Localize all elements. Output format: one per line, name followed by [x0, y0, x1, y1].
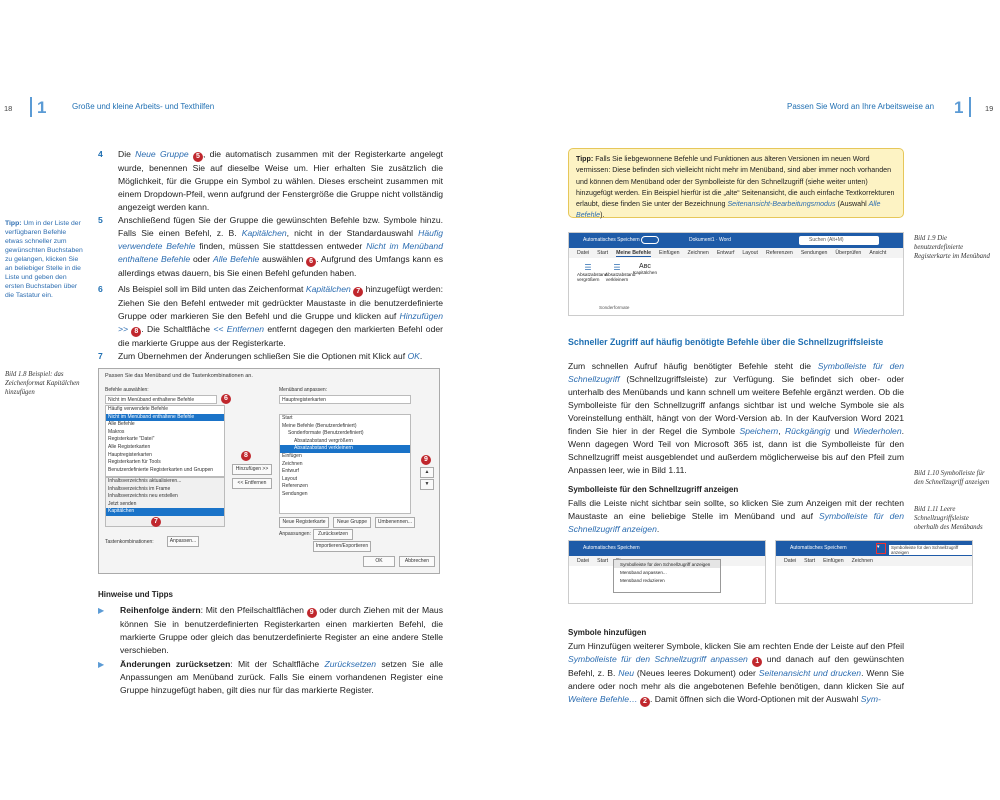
step-badge: 5 — [193, 152, 203, 162]
ribbon-tab[interactable]: Sendungen — [800, 250, 828, 256]
step-item — [98, 148, 443, 214]
text-run: , — [778, 426, 785, 436]
page-number: 18 — [4, 104, 13, 113]
text-run: oder — [190, 254, 213, 264]
spacing-increase-button[interactable]: ☰ Absatzabstand vergrößern — [577, 263, 608, 282]
customize-label: Menüband anpassen: — [279, 387, 328, 393]
triangle-icon: ▶ — [98, 606, 105, 615]
paragraph-quick-access — [568, 360, 904, 477]
dropdown-option[interactable]: Hauptregisterkarten — [108, 451, 152, 458]
cancel-button[interactable]: Abbrechen — [399, 556, 435, 567]
import-export-button[interactable]: Importieren/Exportieren — [313, 541, 371, 552]
ribbon-tree-item[interactable]: Entwurf — [282, 468, 299, 475]
customize-arrow-icon[interactable]: ▾ — [876, 543, 886, 554]
word-window-empty-toolbar: Automatisches Speichern ▾ Symbolleiste für den Schnellzugriff anzeigen Datei Start Einfügen Zeichnen — [775, 540, 973, 604]
shortcuts-button[interactable]: Anpassen... — [167, 536, 199, 547]
command-item[interactable]: Jetzt senden — [108, 500, 137, 507]
figure-caption-1-9: Bild 1.9 Die benutzerdefinierte Registerkarte im Menüband — [914, 235, 990, 260]
ribbon-tree-item[interactable]: Sendungen — [282, 490, 308, 497]
ribbon-tab[interactable]: Zeichnen — [687, 250, 709, 256]
tooltip: Symbolleiste für den Schnellzugriff anzeigen — [889, 545, 972, 555]
bold-term: Reihenfolge ändern — [120, 605, 201, 615]
word-window-context-menu: Automatisches Speichern Datei Start Symbolleiste für den Schnellzugriff anzeigen Menüband anpassen... Menüband reduzieren — [568, 540, 766, 604]
ui-term: Häufig verwendete Befehle — [118, 228, 444, 251]
badge-8: 8 — [241, 451, 251, 461]
choose-commands-select[interactable]: Nicht im Menüband enthaltene Befehle — [105, 395, 217, 404]
ribbon-tree-item[interactable]: Sonderformate (Benutzerdefiniert) — [288, 430, 364, 437]
dropdown-option[interactable]: Alle Befehle — [108, 421, 135, 428]
search-box[interactable]: Suchen (Alt+M) — [799, 236, 879, 245]
context-menu[interactable] — [613, 559, 721, 593]
step-item — [98, 350, 443, 363]
ui-term: Kapitälchen — [305, 284, 351, 294]
ui-term: Symbolleiste für den Schnellzugriff — [568, 361, 904, 384]
ribbon-tab[interactable]: Einfügen — [658, 250, 680, 256]
text-run: . Wenn Sie andere oder noch mehr als die angebotenen Befehle benötigen, dann klicken Sie auf — [568, 668, 904, 691]
context-menu-item[interactable]: Menüband reduzieren — [620, 577, 665, 583]
ribbon-tab[interactable]: Layout — [742, 250, 758, 256]
chapter-number: 1 — [37, 98, 47, 117]
paragraph-show-toolbar — [568, 497, 904, 536]
section-title: Schneller Zugriff auf häufig benötigte Befehle über die Schnellzugriffsleiste — [568, 337, 884, 347]
step-item — [98, 214, 443, 280]
text-run: entfernt dagegen den markierten Befehl oder die markierte Gruppe aus der Registerkarte. — [118, 324, 443, 348]
command-item[interactable]: Inhaltsverzeichnis im Frame — [108, 485, 171, 492]
command-item[interactable]: Kapitälchen — [106, 508, 224, 516]
ui-term: Kapitälchen — [241, 228, 287, 238]
text-run: , nicht in der Standardauswahl — [286, 228, 419, 238]
command-item[interactable]: Inhaltsverzeichnis aktualisieren... — [108, 478, 182, 484]
ribbon-tab[interactable]: Entwurf — [716, 250, 735, 256]
dropdown-option[interactable]: Makros — [108, 428, 125, 435]
chapter-title: Passen Sie Word an Ihre Arbeitsweise an — [787, 102, 935, 111]
text-run: Anschließend fügen Sie der Gruppe die gewünschten Befehle bzw. Symbole hinzu. Falls Sie einen Befehl, z. B. — [118, 215, 443, 238]
ok-button[interactable]: OK — [363, 556, 395, 567]
text-run: Zum Hinzufügen weiterer Symbole, klicken Sie am rechten Ende der Leiste auf den Pfeil — [568, 641, 904, 651]
page-number: 19 — [985, 104, 994, 113]
text-run: . Damit öffnen sich die Word-Optionen mit der Auswahl — [649, 694, 861, 704]
text-run: ). — [600, 211, 605, 220]
chapter-number: 1 — [954, 98, 964, 117]
text-run: Die — [118, 149, 136, 159]
ui-term: Hinzufügen >> — [118, 311, 443, 334]
dropdown-option[interactable]: Häufig verwendete Befehle — [108, 406, 169, 412]
step-number: 4 — [98, 149, 103, 159]
context-menu-item[interactable]: Menüband anpassen... — [620, 569, 667, 575]
header-bar — [969, 97, 971, 117]
text-run: Falls die Leiste nicht sichtbar sein sollte, so klicken Sie zum Anzeigen mit der rechten Maustaste an eine beliebige Stelle im Menüband und auf — [568, 498, 904, 521]
move-down-button[interactable]: ▼ — [420, 479, 434, 490]
text-run: . Aufgrund des Umfangs kann es allerdings etwas dauern, bis Sie einen Befehl gefunden haben. — [118, 254, 443, 278]
ui-term: Rückgängig — [784, 426, 831, 436]
text-run: finden, müssen Sie stattdessen entweder — [195, 241, 367, 251]
figure-caption-1-11: Bild 1.11 Leere Schnellzugriffsleiste oberhalb des Menübands — [914, 506, 983, 531]
ui-term: Wiederholen — [853, 426, 902, 436]
step-number: 6 — [98, 284, 103, 294]
text-run: . Wenn dagegen Word Teil von Microsoft 365 ist, dann ist die Symbolleiste für den Schnellzugriff meist ausgeblendet und außerdem möglicherweise bis auf den Pfeil zum Anpassen leer, wie in Bild 1.11. — [568, 426, 904, 475]
ui-term: Seitenansicht und drucken — [758, 668, 862, 678]
ui-term: OK — [407, 351, 420, 361]
margin-tip: Tipp: Um in der Liste der verfügbaren Befehle etwas schneller zum gewünschten Buchstaben zu gelangen, klicken Sie an beliebiger Stelle in die Liste und geben den ersten Buchstaben über die Tastatur ein. — [5, 220, 83, 299]
ribbon-tree[interactable] — [279, 414, 411, 514]
smallcaps-button[interactable]: Aʙᴄ Kapitälchen — [633, 263, 658, 275]
ribbon-tree-item[interactable]: Absatzabstand verkleinern — [280, 445, 410, 453]
step-badge: 6 — [306, 257, 316, 267]
text-run: . Die Schaltfläche — [141, 324, 214, 334]
autosave-toggle[interactable] — [641, 236, 659, 244]
dropdown-option[interactable]: Registerkarte "Datei" — [108, 436, 155, 443]
ui-term: Alle Befehle — [213, 254, 260, 264]
choose-label: Befehle auswählen: — [105, 387, 149, 393]
hints-title: Hinweise und Tipps — [98, 590, 173, 599]
ui-term: Symbolleiste für den Schnellzugriff anzeigen — [568, 511, 904, 534]
choose-dropdown-list[interactable] — [105, 405, 225, 477]
text-run: (Schnellzugriffsleiste) zur Verfügung. Sie befindet sich ober- oder unterhalb des Menübands und kann schnell um weitere Befehle ergänzt werden. Ob die Symbolleiste für den Schnellzugriff anfangs sichtbar ist und welche Symbole sie als Voreinstellung enthält, hängt von der Word-Version ab. In der Kaufversion Word 2021 finden Sie hier in der Regel die Symbole — [568, 374, 904, 436]
ui-term: Weitere Befehle… — [568, 694, 638, 704]
word-window-custom-tab — [568, 232, 904, 316]
ribbon-tab[interactable]: Ansicht — [869, 250, 887, 256]
ribbon-tab[interactable]: Referenzen — [765, 250, 793, 256]
hint-2 — [98, 658, 443, 697]
ui-term: Zurücksetzen — [324, 659, 377, 669]
bold-term: Tipp: — [576, 155, 594, 163]
command-item[interactable]: Inhaltsverzeichnis neu erstellen — [108, 493, 178, 500]
text-run: hinzugefügt werden: Ziehen Sie den Befehl entweder mit gedrückter Maustaste in die benutzerdefinierte Gruppe oder markieren Sie den Befehl und die Gruppe und klicken auf — [118, 284, 443, 321]
text-run: : Mit den Pfeilschaltflächen — [200, 605, 307, 615]
badge-9: 9 — [421, 455, 431, 465]
text-run: , die automatisch zusammen mit der Registerkarte angelegt wurde, benennen Sie auf dieselbe Weise um. Hier erhalten Sie zusätzlich die Möglichkeit, für die Gruppe ein Symbol zu wählen. Dieses erscheint zusammen mit einem Dropdown-Pfeil, wenn aufgrund der Fenstergröße die Gruppe nicht vollständig angezeigt werden kann. — [118, 149, 443, 212]
commands-list[interactable] — [105, 477, 225, 527]
dialog-title: Passen Sie das Menüband und die Tastenkombinationen an. — [105, 373, 253, 379]
paragraph-add-symbols — [568, 640, 904, 707]
step-number: 7 — [98, 351, 103, 361]
ui-term: Nicht im Menüband enthaltene Befehle — [118, 241, 443, 264]
text-run: und — [830, 426, 854, 436]
subheading-show-toolbar: Symbolleiste für den Schnellzugriff anzeigen — [568, 485, 739, 494]
badge-7: 7 — [151, 517, 161, 527]
ribbon-tab[interactable]: Meine Befehle — [616, 250, 651, 256]
new-tab-button[interactable]: Neue Registerkarte — [279, 517, 329, 528]
ui-term: Neue Gruppe — [135, 149, 189, 159]
step-number: 5 — [98, 215, 103, 225]
text-run: (Neues leeres Dokument) oder — [634, 668, 759, 678]
hint-1 — [98, 604, 443, 657]
figure-caption-1-8: Bild 1.8 Beispiel: das Zeichenformat Kapitälchen hinzufügen — [5, 371, 80, 396]
ribbon-tree-item[interactable]: Start — [282, 415, 293, 421]
ribbon-tree-item[interactable]: Layout — [282, 475, 298, 482]
context-menu-item[interactable]: Symbolleiste für den Schnellzugriff anzeigen — [614, 560, 720, 568]
tip-box — [568, 148, 904, 218]
step-badge: 1 — [752, 657, 762, 667]
ribbon-tabs — [569, 248, 903, 258]
text-run: Zum schnellen Aufruf häufig benötigter Befehle steht die — [568, 361, 818, 371]
dropdown-option[interactable]: Alle Registerkarten — [108, 443, 151, 450]
chapter-title: Große und kleine Arbeits- und Texthilfen — [72, 102, 215, 111]
ribbon-tab[interactable]: Überprüfen — [835, 250, 862, 256]
text-run: und danach auf den gewünschten Befehl, z. B. — [568, 654, 905, 678]
ui-term: Sym- — [860, 694, 881, 704]
reset-button[interactable]: Zurücksetzen — [313, 529, 353, 540]
remove-button[interactable]: << Entfernen — [232, 478, 272, 489]
spacing-decrease-button[interactable]: ☰ Absatzabstand verkleinern — [605, 263, 636, 282]
adjust-label: Anpassungen: — [279, 531, 311, 537]
ribbon-tree-item[interactable]: Referenzen — [282, 483, 308, 490]
text-run: (Auswahl — [835, 200, 869, 209]
ui-term: Seitenansicht-Bearbeitungsmodus — [727, 200, 836, 209]
text-run: . — [419, 351, 423, 361]
group-label: Sonderformate — [599, 305, 630, 310]
ui-term: Symbolleiste für den Schnellzugriff anpassen — [568, 654, 748, 664]
add-button[interactable]: Hinzufügen >> — [232, 464, 272, 475]
text-run: Als Beispiel soll im Bild unten das Zeichenformat — [118, 284, 306, 294]
customize-select[interactable]: Hauptregisterkarten — [279, 395, 411, 404]
subheading-add-symbols: Symbole hinzufügen — [568, 628, 647, 637]
text-run: . — [656, 524, 660, 534]
step-badge: 9 — [307, 608, 317, 618]
bold-term: Änderungen zurücksetzen — [120, 659, 231, 669]
dropdown-option[interactable]: Registerkarten für Tools — [108, 459, 161, 466]
ui-term: Speichern — [739, 426, 779, 436]
ribbon-tree-item[interactable]: Zeichnen — [282, 460, 303, 467]
triangle-icon: ▶ — [98, 660, 105, 669]
dropdown-option[interactable]: Nicht im Menüband enthaltene Befehle — [106, 414, 224, 422]
text-run: setzen Sie alle Anpassungen am Menüband zurück. Falls Sie einem vorhandenen Register eine Gruppe hinzugefügt haben, gilt dies nur für das markierte Register. — [120, 659, 443, 695]
ui-term: Alle Befehle — [576, 200, 881, 220]
ui-term: Neu — [618, 668, 634, 678]
step-badge: 8 — [131, 327, 141, 337]
text-run: Zum Übernehmen der Änderungen schließen Sie die Optionen mit Klick auf — [118, 351, 408, 361]
ui-term: << Entfernen — [213, 324, 265, 334]
ribbon-customize-dialog — [98, 368, 440, 574]
move-up-button[interactable]: ▲ — [420, 467, 434, 478]
figure-caption-1-10: Bild 1.10 Symbolleiste für den Schnellzugriff anzeigen — [914, 470, 990, 486]
text-run: : Mit der Schaltfläche — [230, 659, 325, 669]
step-badge: 2 — [640, 697, 650, 707]
step-item — [98, 283, 443, 350]
text-run: oder durch Ziehen mit der Maus können Sie in benutzerdefinierten Registerkarten einen markierten Befehl, die markierte Gruppe oder gleich das benutzerdefinierte Register an eine andere Stelle verschieben. — [120, 605, 443, 655]
ribbon-tree-item[interactable]: Meine Befehle (Benutzerdefiniert) — [282, 422, 357, 429]
ribbon-tree-item[interactable]: Absatzabstand vergrößern — [294, 437, 353, 444]
rename-button[interactable]: Umbenennen... — [375, 517, 415, 528]
word-titlebar: Automatisches Speichern Dokument1 · Word Suchen (Alt+M) — [569, 233, 903, 248]
dropdown-option[interactable]: Benutzerdefinierte Registerkarten und Gruppen — [108, 466, 214, 473]
new-group-button[interactable]: Neue Gruppe — [333, 517, 371, 528]
text-run: auswählen — [259, 254, 307, 264]
shortcuts-label: Tastenkombinationen: — [105, 539, 154, 545]
ribbon-tab[interactable]: Datei — [577, 250, 590, 256]
header-bar — [30, 97, 32, 117]
ribbon-tree-item[interactable]: Einfügen — [282, 452, 302, 459]
ribbon-tab[interactable]: Start — [597, 250, 609, 256]
text-run: Falls Sie liebgewonnene Befehle und Funktionen aus älteren Versionen im neuen Word vermissen: Diese befinden sich vielleicht nicht mehr im Menüband, sind aber immer noch vorhanden und können dem Menüband oder der Symbolleiste für den Schnellzugriff (siehe weiter unten) hinzugefügt werden. Ein Beispiel hierfür ist die „alte“ Seitenansicht, die auch einfache Textkorrekturen erlaubt, diese finden Sie unter der Bezeichnung — [576, 155, 895, 209]
badge-6: 6 — [221, 394, 231, 404]
step-badge: 7 — [353, 287, 363, 297]
